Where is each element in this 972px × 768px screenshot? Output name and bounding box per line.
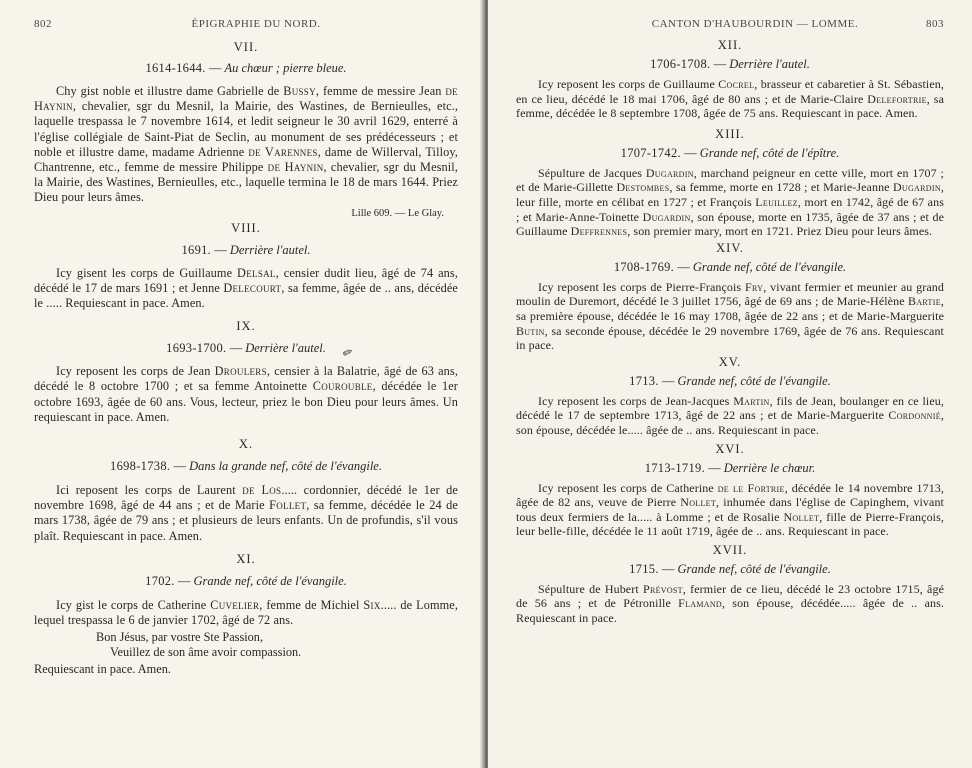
page-number: 803 [926,18,944,30]
entry-text: Icy gisent les corps de Guillaume Delsal, censier dudit lieu, âgé de 74 ans, décédé le 17 de mars 1691 ; et Jenne Delecourt, sa femme, âgée de .. ans, décédée le ..... Requiescant in pace. Amen. [34,265,458,311]
entry-heading: 1698-1738. — Dans la grande nef, côté de l'évangile. [110,459,382,474]
entry-heading: 1713-1719. — Derrière le chœur. [644,460,816,475]
entry-number: VIII. [231,220,261,235]
entry-xi [34,552,458,677]
right-page [488,0,972,768]
verse-line: Veuillez de son âme avoir compassion. [110,645,302,660]
entry-heading: 1715. — Grande nef, côté de l'évangile. [629,561,831,576]
entry-text: Icy reposent les corps de Jean-Jacques Martin, fils de Jean, boulanger en ce lieu, décédé le 17 de septembre 1713, âgé de 22 ans ; et de Marie-Marguerite Cordonnié, son épouse, décédée le..... âgée de .. ans. Requiescant in pace. [516,393,944,437]
entry-number: XIII. [715,126,745,141]
entry-heading: 1691. — Derrière l'autel. [181,242,311,257]
entry-viii [34,221,458,312]
entry-ix [34,319,458,425]
entry-xiii [516,127,944,239]
entry-xvi [516,442,944,539]
entry-location: Grande nef, côté de l'évangile. [677,561,831,576]
entry-text: Icy gist le corps de Catherine Cuvelier, femme de Michiel Six..... de Lomme, lequel trespassa le 6 de janvier 1702, âgé de 72 ans. [34,597,459,628]
entry-x [34,437,458,544]
entry-text: Sépulture de Hubert Prévost, fermier de ce lieu, décédé le 23 octobre 1715, âgé de 56 ans ; et de Pétronille Flamand, son épouse, décédée..... âgée de .. ans. Requiescant in pace. [516,581,944,626]
left-page [0,0,484,768]
running-title: CANTON D'HAUBOURDIN — LOMME. [651,18,859,30]
entry-date: 1698-1738. [110,459,171,474]
entry-date: 1715. [629,561,659,576]
entry-number: XVII. [712,542,748,557]
entry-location: Grande nef, côté de l'évangile. [677,373,831,388]
entry-location: Derrière l'autel. [245,341,326,356]
entry-xvii [516,543,944,626]
entry-number: XVI. [715,441,745,456]
entry-heading: 1708-1769. — Grande nef, côté de l'évangile. [613,259,847,274]
entry-heading: 1702. — Grande nef, côté de l'évangile. [145,573,347,588]
entry-number: X. [238,437,254,452]
entry-date: 1713-1719. [644,460,705,475]
entry-date: 1713. [629,373,659,388]
entry-xv [516,355,944,438]
entry-text: Icy reposent les corps de Catherine de le Fortrie, décédée le 14 novembre 1713, âgée de 82 ans, veuve de Pierre Nollet, inhumée dans l'église de Capinghem, vivant tous deux fermiers de la..... à Lomme ; et de Rosalie Nollet, fille de Pierre-François, leur belle-fille, décédée le 11 août 1719, âgée de .. ans. Requiescant in pace. [516,480,945,539]
entry-number: XII. [717,38,743,52]
entry-location: Au chœur ; pierre bleue. [224,61,347,75]
entry-location: Derrière l'autel. [729,57,810,71]
entry-heading: 1713. — Grande nef, côté de l'évangile. [629,373,831,388]
running-head-right [516,18,944,34]
entry-number: XIV. [716,240,744,255]
entry-date: 1702. [145,573,175,588]
entry-location: Derrière l'autel. [229,242,311,257]
entry-text: Icy reposent les corps de Pierre-François Fry, vivant fermier et meunier au grand moulin de Duremort, décédé le 3 juillet 1756, âgé de 69 ans ; de Marie-Hélène Bartie, sa première épouse, décédée le 16 may 1708, âgée de 22 ans ; et de Marie-Marguerite Butin, sa seconde épouse, décédée le 29 novembre 1769, âgée de 76 ans. Requiescant in pace. [516,279,944,353]
running-title: ÉPIGRAPHIE DU NORD. [191,18,321,30]
entry-date: 1707-1742. [620,145,681,160]
running-head-left [34,18,458,34]
entry-location: Derrière le chœur. [723,460,816,475]
entry-text: Icy reposent les corps de Guillaume Cocrel, brasseur et cabaretier à St. Sébastien, en ce lieu, décédé le 18 mai 1706, âgé de 80 ans ; et de Marie-Claire Delefortrie, sa femme, décédée le 8 septembre 1708, âgée de 75 ans. Requiescant in pace. Amen. [516,77,944,121]
entry-date: 1706-1708. [650,57,711,71]
entry-vii [34,40,458,221]
entry-location: Grande nef, côté de l'évangile. [692,259,847,274]
verse-line: Bon Jésus, par vostre Ste Passion, [96,630,264,645]
entry-xii [516,38,944,121]
entry-location: Dans la grande nef, côté de l'évangile. [189,459,382,474]
entry-number: IX. [236,319,256,334]
entry-text: Icy reposent les corps de Jean Droulers, censier à la Balatrie, âgé de 63 ans, décédé le 8 octobre 1700 ; et sa femme Antoinette Courouble, décédée le 1er octobre 1693, âgée de 60 ans. Vous, lecteur, priez le bon Dieu pour leurs âmes. Un requiescant in pace. Amen. [34,364,458,424]
page-number: 802 [34,18,52,30]
entry-date: 1693-1700. [166,341,227,356]
entry-location: Grande nef, côté de l'évangile. [193,573,347,588]
entry-text: Chy gist noble et illustre dame Gabrielle de Bussy, femme de messire Jean de Haynin, chevalier, sgr du Mesnil, la Mairie, des Wastines, de Bernieulles, etc., laquelle trespassa le 7 novembre 1614, et ledit seigneur le 30 avril 1629, enterré à l'église collégiale de Saint-Piat de Seclin, au monument de ses prédécesseurs ; et noble et illustre dame, madame Adrienne de Varennes, dame de Willerval, Tilloy, Chantrenne, etc., femme de messire Philippe de Haynin, chevalier, sgr du Mesnil, la Mairie, des Wastines, Bernieulles, etc., laquelle termina le 18 de mars 1644. Priez Dieu pour leurs âmes. [34,84,458,205]
entry-number: VII. [233,40,259,54]
entry-number: XI. [236,551,256,566]
entry-location: Grande nef, côté de l'épître. [699,145,840,160]
entry-date: 1614-1644. [145,61,206,75]
entry-heading: 1707-1742. — Grande nef, côté de l'épître. [620,145,840,160]
entry-number: XV. [718,354,742,369]
entry-heading: 1706-1708. — Derrière l'autel. [650,57,810,71]
entry-heading: 1693-1700. — Derrière l'autel. [166,341,326,356]
entry-source: Lille 609. — Le Glay. [351,207,444,219]
closing-line: Requiescant in pace. Amen. [34,662,171,677]
entry-xiv [516,241,944,353]
entry-text: Ici reposent les corps de Laurent de Los..... cordonnier, décédé le 1er de novembre 1698, âgé de 44 ans ; et de Marie Follet, sa femme, décédée le 24 de mars 1738, âgée de 79 ans ; et plusieurs de leurs enfants. Un de profundis, s'il vous plaît. Requiescant in pace. Amen. [34,483,458,543]
entry-date: 1691. [181,242,212,257]
entry-heading: 1614-1644. — Au chœur ; pierre bleue. [145,61,347,75]
quill-mark-icon: ✐ [340,344,355,362]
entry-date: 1708-1769. [613,259,675,274]
entry-text: Sépulture de Jacques Dugardin, marchand peigneur en cette ville, mort en 1707 ; et de Marie-Gillette Destombes, sa femme, morte en 1728 ; et Marie-Jeanne Dugardin, leur fille, morte en célibat en 1727 ; et François Leuillez, mort en 1742, âgé de 67 ans ; et Marie-Anne-Toinette Dugardin, son épouse, morte en 1735, âgée de 37 ans ; et de Guillaume Deffrennes, son premier mary, mort en 1721. Priez Dieu pour leurs âmes. [516,165,944,239]
